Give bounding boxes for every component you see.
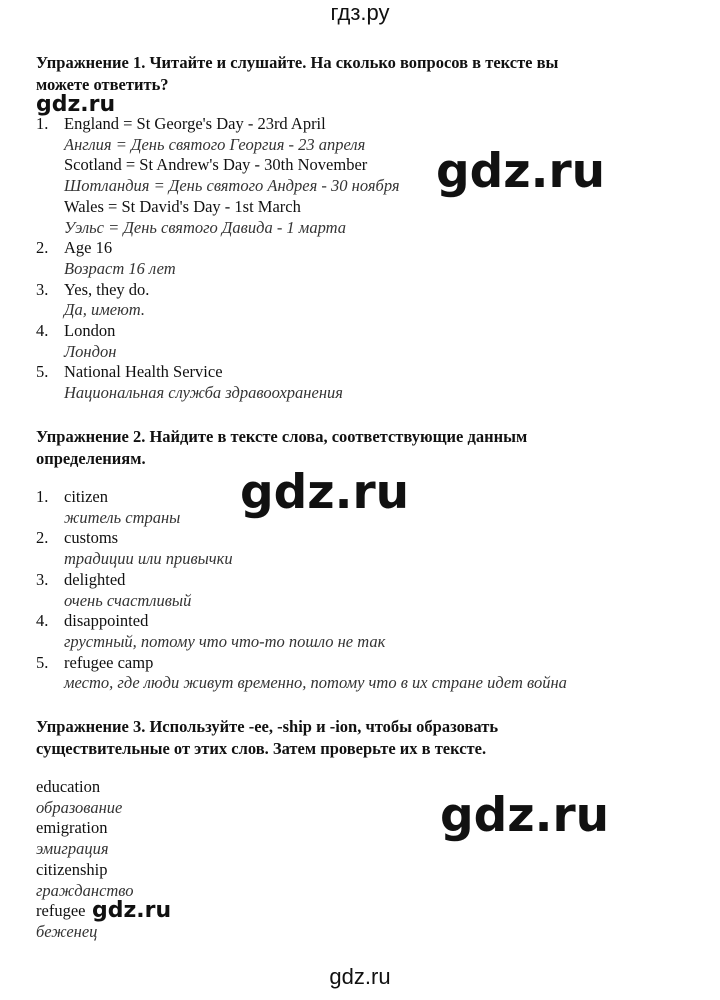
list-item-translation: образование [36,797,123,817]
list-item: 5. National Health Service [36,362,223,382]
list-item: 1. citizen [36,487,108,506]
exercise1-heading-line2: можете ответить? [36,75,169,94]
list-item-translation: Национальная служба здравоохранения [64,383,343,403]
list-item-translation: Лондон [64,341,117,361]
list-item-translation: Англия = День святого Георгия - 23 апреля [64,134,366,154]
exercise2-heading-line1: Упражнение 2. Найдите в тексте слова, соответствующие данным [36,427,528,446]
site-footer-title: gdz.ru [329,964,391,989]
list-item: emigration [36,818,108,838]
watermark: gdz.ru [240,465,410,520]
list-item: 4. disappointed [36,611,149,631]
exercise3-heading [36,716,636,760]
list-item-translation: беженец [36,921,98,941]
list-item: 1. England = St George's Day - 23rd April [36,114,326,133]
list-item-translation: место, где люди живут временно, потому что в их стране идет война [64,673,567,693]
watermark: gdz.ru [436,144,606,199]
list-item: 4. London [36,321,116,341]
exercise1-heading-line1: Упражнение 1. Читайте и слушайте. На сколько вопросов в тексте вы [36,53,559,72]
list-item: Scotland = St Andrew's Day - 30th November [64,155,368,175]
list-item: refugee [36,901,86,921]
watermark: gdz.ru [36,92,116,117]
list-item: 3. Yes, they do. [36,279,150,299]
list-item: Wales = St David's Day - 1st March [64,196,301,216]
list-item: 5. refugee camp [36,652,154,672]
site-header-title: гдз.ру [330,0,390,25]
exercise2-list [36,487,567,694]
list-item-translation: Возраст 16 лет [64,258,176,278]
list-item: 2. customs [36,528,119,548]
list-item-translation: очень счастливый [64,590,192,610]
list-item-translation: Уэльс = День святого Давида - 1 марта [64,217,346,237]
list-item-translation: грустный, потому что что-то пошло не так [64,631,386,651]
list-item-translation: традиции или привычки [64,549,233,569]
list-item: citizenship [36,859,108,879]
list-item: 2. Age 16 [36,238,113,258]
list-item-translation: Шотландия = День святого Андрея - 30 ноября [64,176,400,196]
watermark: gdz.ru [440,788,610,843]
exercise2-heading-line2: определениям. [36,449,146,468]
list-item: 3. delighted [36,569,126,589]
watermark: gdz.ru [92,898,172,923]
exercise3-heading-line2: существительные от этих слов. Затем проверьте их в тексте. [36,739,487,758]
exercise1-list [36,114,400,404]
exercise3-heading-line1: Упражнение 3. Используйте -ee, -ship и -ion, чтобы образовать [36,717,499,736]
list-item-translation: Да, имеют. [64,300,145,320]
list-item-translation: житель страны [64,507,181,527]
exercise1-heading [36,52,636,96]
exercise2-heading [36,426,636,470]
list-item-translation: гражданство [36,880,134,900]
list-item-translation: эмиграция [36,839,109,859]
list-item: education [36,777,101,796]
